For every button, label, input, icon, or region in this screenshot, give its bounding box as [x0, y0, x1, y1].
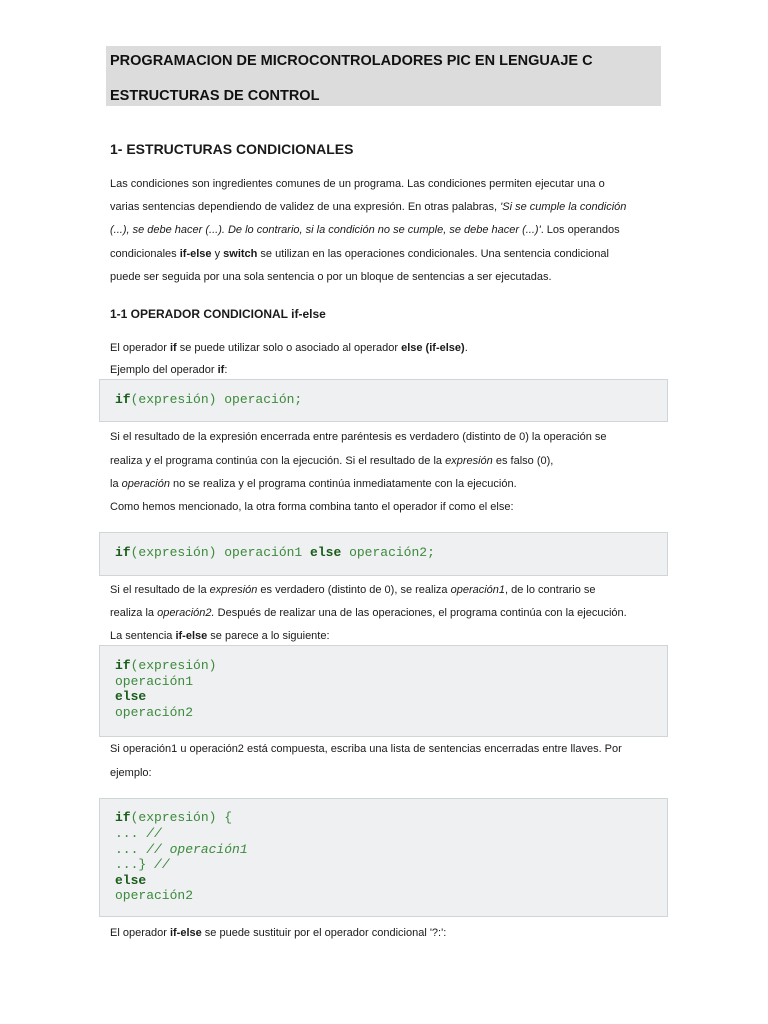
section-heading-estructuras-condicionales: 1- ESTRUCTURAS CONDICIONALES [110, 141, 354, 157]
paragraph-line: realiza y el programa continúa con la ejecución. Si el resultado de la expresión es falso (0), [110, 455, 554, 467]
paragraph-line: El operador if-else se puede sustituir por el operador condicional '?:': [110, 927, 447, 939]
code-line: if(expresión) operación; [115, 392, 303, 407]
code-line: ...} // [115, 857, 170, 872]
code-block [99, 798, 668, 917]
paragraph-line: (...), se debe hacer (...). De lo contrario, si la condición no se cumple, se debe hacer (...)'. Los operandos [110, 224, 620, 236]
document-title: PROGRAMACION DE MICROCONTROLADORES PIC EN LENGUAJE C [110, 53, 593, 69]
code-line: if(expresión) [115, 658, 217, 673]
paragraph-line: varias sentencias dependiendo de validez de una expresión. En otras palabras, 'Si se cumple la condición [110, 201, 627, 213]
code-line: ... // [115, 826, 162, 841]
code-line: operación2 [115, 705, 194, 720]
code-block [99, 379, 668, 422]
code-block [99, 532, 668, 576]
paragraph-line: Si el resultado de la expresión es verdadero (distinto de 0), se realiza operación1, de lo contrario se [110, 584, 596, 596]
section-heading-operador-if-else: 1-1 OPERADOR CONDICIONAL if-else [110, 307, 326, 321]
paragraph-line: Ejemplo del operador if: [110, 364, 228, 376]
paragraph-line: condicionales if-else y switch se utilizan en las operaciones condicionales. Una sentencia condicional [110, 248, 609, 260]
paragraph-line: la operación no se realiza y el programa continúa inmediatamente con la ejecución. [110, 478, 517, 490]
paragraph-line: Si operación1 u operación2 está compuesta, escriba una lista de sentencias encerradas entre llaves. Por [110, 743, 622, 755]
paragraph-line: puede ser seguida por una sola sentencia o por un bloque de sentencias a ser ejecutadas. [110, 271, 552, 283]
paragraph-line: Como hemos mencionado, la otra forma combina tanto el operador if como el else: [110, 501, 514, 513]
title-box [106, 46, 661, 106]
code-line: if(expresión) operación1 else operación2; [115, 545, 435, 560]
paragraph-line: El operador if se puede utilizar solo o asociado al operador else (if-else). [110, 342, 468, 354]
code-line: ... // operación1 [115, 842, 248, 857]
code-line: else [115, 873, 147, 888]
document-subtitle: ESTRUCTURAS DE CONTROL [110, 88, 320, 104]
code-line: if(expresión) { [115, 810, 233, 825]
paragraph-line: La sentencia if-else se parece a lo siguiente: [110, 630, 330, 642]
paragraph-line: Las condiciones son ingredientes comunes de un programa. Las condiciones permiten ejecutar una o [110, 178, 605, 190]
code-block [99, 645, 668, 737]
code-line: else [115, 689, 147, 704]
code-line: operación1 [115, 674, 194, 689]
paragraph-line: Si el resultado de la expresión encerrada entre paréntesis es verdadero (distinto de 0) la operación se [110, 431, 607, 443]
code-line: operación2 [115, 888, 194, 903]
paragraph-line: ejemplo: [110, 767, 152, 779]
paragraph-line: realiza la operación2. Después de realizar una de las operaciones, el programa continúa con la ejecución. [110, 607, 627, 619]
